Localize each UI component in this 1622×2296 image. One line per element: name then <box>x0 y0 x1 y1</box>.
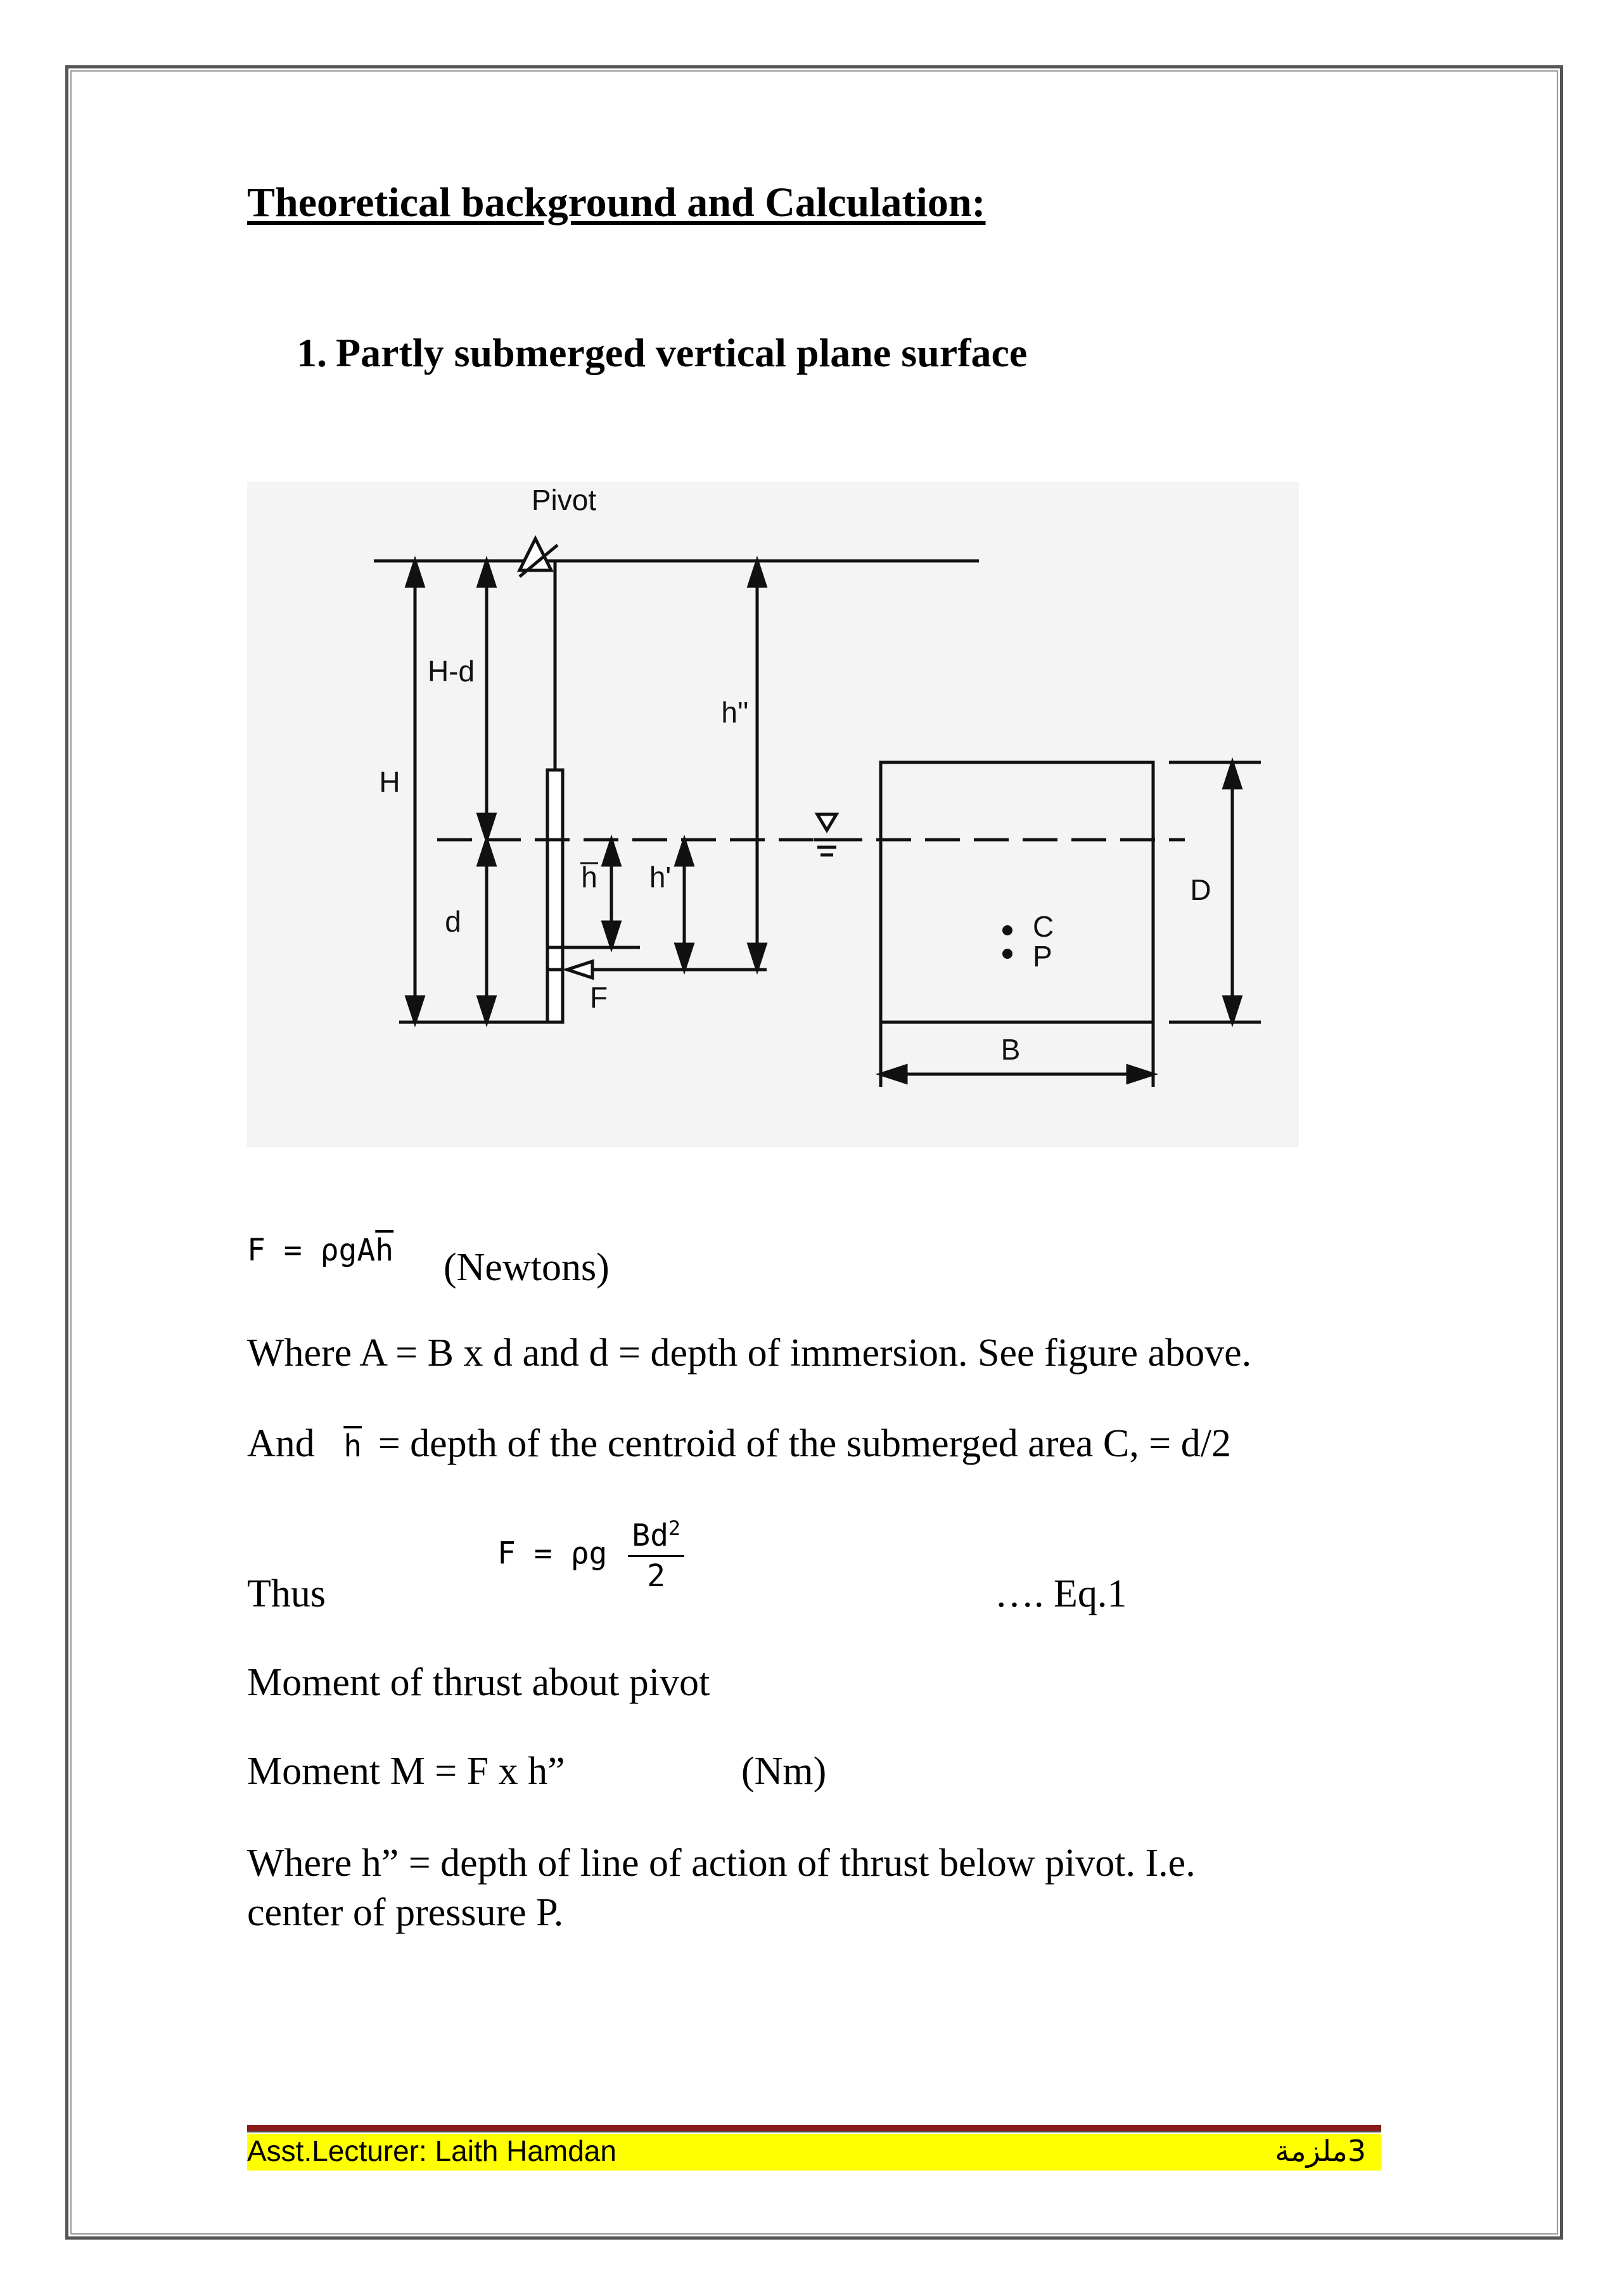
footer-rule <box>247 2125 1381 2132</box>
footer-author: Asst.Lecturer: Laith Hamdan <box>247 2134 616 2167</box>
and-prefix: And <box>247 1422 315 1465</box>
pressure-diagram-svg <box>247 482 1299 1147</box>
page-footer <box>247 2125 1381 2171</box>
page-heading: Theoretical background and Calculation: <box>247 179 986 226</box>
force-formula <box>247 1233 393 1268</box>
where-h-line-1: Where h” = depth of line of action of thrust below pivot. I.e. <box>247 1842 1196 1885</box>
moment-of-thrust-line: Moment of thrust about pivot <box>247 1661 710 1704</box>
label-H: H <box>379 766 400 798</box>
eq1-lhs: F = ρg <box>497 1536 608 1572</box>
thus-label: Thus <box>247 1572 326 1615</box>
and-hbar-line <box>247 1421 1231 1466</box>
where-h-line-2: center of pressure P. <box>247 1891 564 1934</box>
label-h-bar: h <box>581 861 597 894</box>
moment-line: Moment M = F x h” <box>247 1750 565 1793</box>
eq1-exponent: 2 <box>668 1517 680 1540</box>
label-D: D <box>1190 873 1211 906</box>
eq1-fraction <box>628 1518 684 1593</box>
section-title: Partly submerged vertical plane surface <box>336 330 1028 375</box>
force-formula-lhs: F = ρgA <box>247 1233 376 1268</box>
eq1-label: …. Eq.1 <box>995 1572 1127 1615</box>
pressure-diagram <box>247 482 1299 1147</box>
moment-unit: (Nm) <box>741 1750 827 1793</box>
where-a-line: Where A = B x d and d = depth of immersion. See figure above. <box>247 1331 1252 1375</box>
force-eq1-formula <box>497 1518 684 1593</box>
label-P: P <box>1033 940 1052 973</box>
section-number: 1. <box>297 330 327 375</box>
section-heading <box>297 330 1027 376</box>
centroid-point <box>1002 925 1012 935</box>
label-d: d <box>445 905 461 938</box>
and-hbar-symbol: $\overline{h}$ <box>343 1428 362 1464</box>
force-formula-hbar: $\overline{h}$ <box>375 1233 394 1268</box>
footer-page-number: 3ملزمة <box>1275 2134 1366 2168</box>
label-pivot: Pivot <box>531 484 597 516</box>
label-h-prime: h' <box>649 861 672 894</box>
label-C: C <box>1033 910 1054 943</box>
label-h-double-prime: h'' <box>721 696 749 729</box>
eq1-numerator: Bd <box>632 1518 669 1553</box>
and-rest: = depth of the centroid of the submerged area C, = d/2 <box>378 1422 1231 1465</box>
eq1-denominator: 2 <box>647 1558 666 1594</box>
pressure-center-point <box>1002 949 1012 959</box>
force-unit: (Newtons) <box>444 1246 610 1289</box>
label-B: B <box>1000 1033 1021 1066</box>
label-h-minus-d: H-d <box>427 655 475 688</box>
label-F: F <box>589 981 608 1014</box>
